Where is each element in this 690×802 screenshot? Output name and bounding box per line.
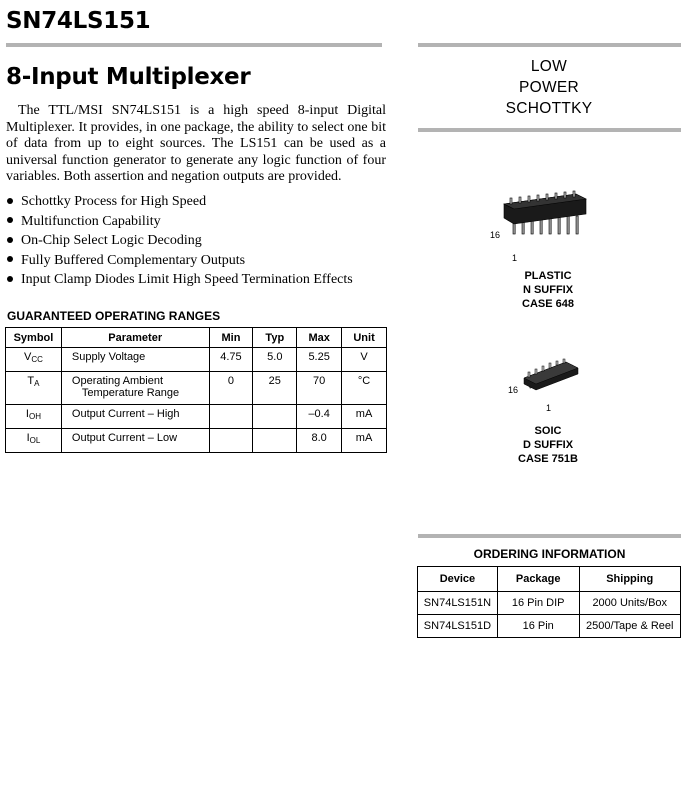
bullet-icon (7, 256, 13, 262)
feature-item: Input Clamp Diodes Limit High Speed Termination Effects (6, 270, 353, 290)
typ-cell (253, 405, 297, 429)
symbol-cell: $I_{OL}$ (6, 429, 62, 453)
table-row (6, 372, 387, 405)
min-cell (209, 405, 253, 429)
column-header: Shipping (579, 567, 681, 592)
part-number: SN74LS151 (6, 8, 151, 34)
table-row (6, 429, 387, 453)
table-header-row (418, 567, 681, 592)
typ-cell: 5.0 (253, 348, 297, 372)
bullet-icon (7, 276, 13, 282)
parameter-cell: Supply Voltage (61, 348, 209, 372)
column-header: Unit (342, 328, 387, 348)
soic-pin-16-label: 16 (508, 385, 519, 395)
column-header: Typ (253, 328, 297, 348)
soic-pin-1-label: 1 (546, 403, 552, 413)
dip-package-label: PLASTIC N SUFFIX CASE 648 (522, 270, 574, 310)
ordering-heading: ORDERING INFORMATION (473, 547, 626, 561)
parameter-cell: Output Current – High (61, 405, 209, 429)
ordering-rule (418, 534, 681, 538)
dip-package-icon (500, 190, 592, 250)
page-title: 8-Input Multiplexer (6, 64, 251, 90)
operating-ranges-heading: GUARANTEED OPERATING RANGES (7, 309, 221, 323)
device-cell: SN74LS151N (418, 592, 498, 615)
header-rule-left (6, 43, 382, 47)
bullet-icon (7, 217, 13, 223)
table-row (6, 405, 387, 429)
table-row (6, 348, 387, 372)
min-cell: 0 (209, 372, 253, 405)
column-header: Symbol (6, 328, 62, 348)
table-row (418, 615, 681, 638)
column-header: Parameter (61, 328, 209, 348)
min-cell: 4.75 (209, 348, 253, 372)
parameter-cell: Operating Ambient Temperature Range (61, 372, 209, 405)
feature-item: Multifunction Capability (6, 212, 353, 232)
dip-pin-1-label: 1 (512, 253, 518, 263)
table-row (418, 592, 681, 615)
symbol-cell: $V_{CC}$ (6, 348, 62, 372)
shipping-cell: 2000 Units/Box (579, 592, 681, 615)
unit-cell: °C (342, 372, 387, 405)
max-cell: –0.4 (297, 405, 342, 429)
badge-rule-bottom (418, 128, 681, 132)
table-header-row (6, 328, 387, 348)
header-rule-right (418, 43, 681, 47)
column-header: Device (418, 567, 498, 592)
package-cell: 16 Pin (497, 615, 579, 638)
device-cell: SN74LS151D (418, 615, 498, 638)
operating-ranges-table (5, 327, 387, 453)
column-header: Package (497, 567, 579, 592)
symbol-cell: $I_{OH}$ (6, 405, 62, 429)
bullet-icon (7, 237, 13, 243)
package-cell: 16 Pin DIP (497, 592, 579, 615)
min-cell (209, 429, 253, 453)
max-cell: 8.0 (297, 429, 342, 453)
unit-cell: mA (342, 429, 387, 453)
column-header: Min (209, 328, 253, 348)
column-header: Max (297, 328, 342, 348)
unit-cell: V (342, 348, 387, 372)
soic-package-icon (520, 358, 584, 398)
ordering-table (417, 566, 681, 638)
symbol-cell: $T_A$ (6, 372, 62, 405)
unit-cell: mA (342, 405, 387, 429)
max-cell: 70 (297, 372, 342, 405)
feature-item: Fully Buffered Complementary Outputs (6, 251, 353, 271)
feature-list (6, 192, 353, 290)
low-power-schottky-badge: LOW POWER SCHOTTKY (505, 58, 593, 117)
parameter-cell: Output Current – Low (61, 429, 209, 453)
typ-cell (253, 429, 297, 453)
feature-item: Schottky Process for High Speed (6, 192, 353, 212)
description: The TTL/MSI SN74LS151 is a high speed 8-input Digital Multiplexer. It provides, in one package, the ability to select one bit of data from up to eight sources. The LS151 can be used as a universal function generator to generate any logic function of four variables. Both assertion and negation outputs are provided. (6, 103, 386, 185)
soic-package-label: SOIC D SUFFIX CASE 751B (518, 425, 578, 465)
feature-item: On-Chip Select Logic Decoding (6, 231, 353, 251)
typ-cell: 25 (253, 372, 297, 405)
max-cell: 5.25 (297, 348, 342, 372)
shipping-cell: 2500/Tape & Reel (579, 615, 681, 638)
dip-pin-16-label: 16 (490, 230, 501, 240)
bullet-icon (7, 198, 13, 204)
